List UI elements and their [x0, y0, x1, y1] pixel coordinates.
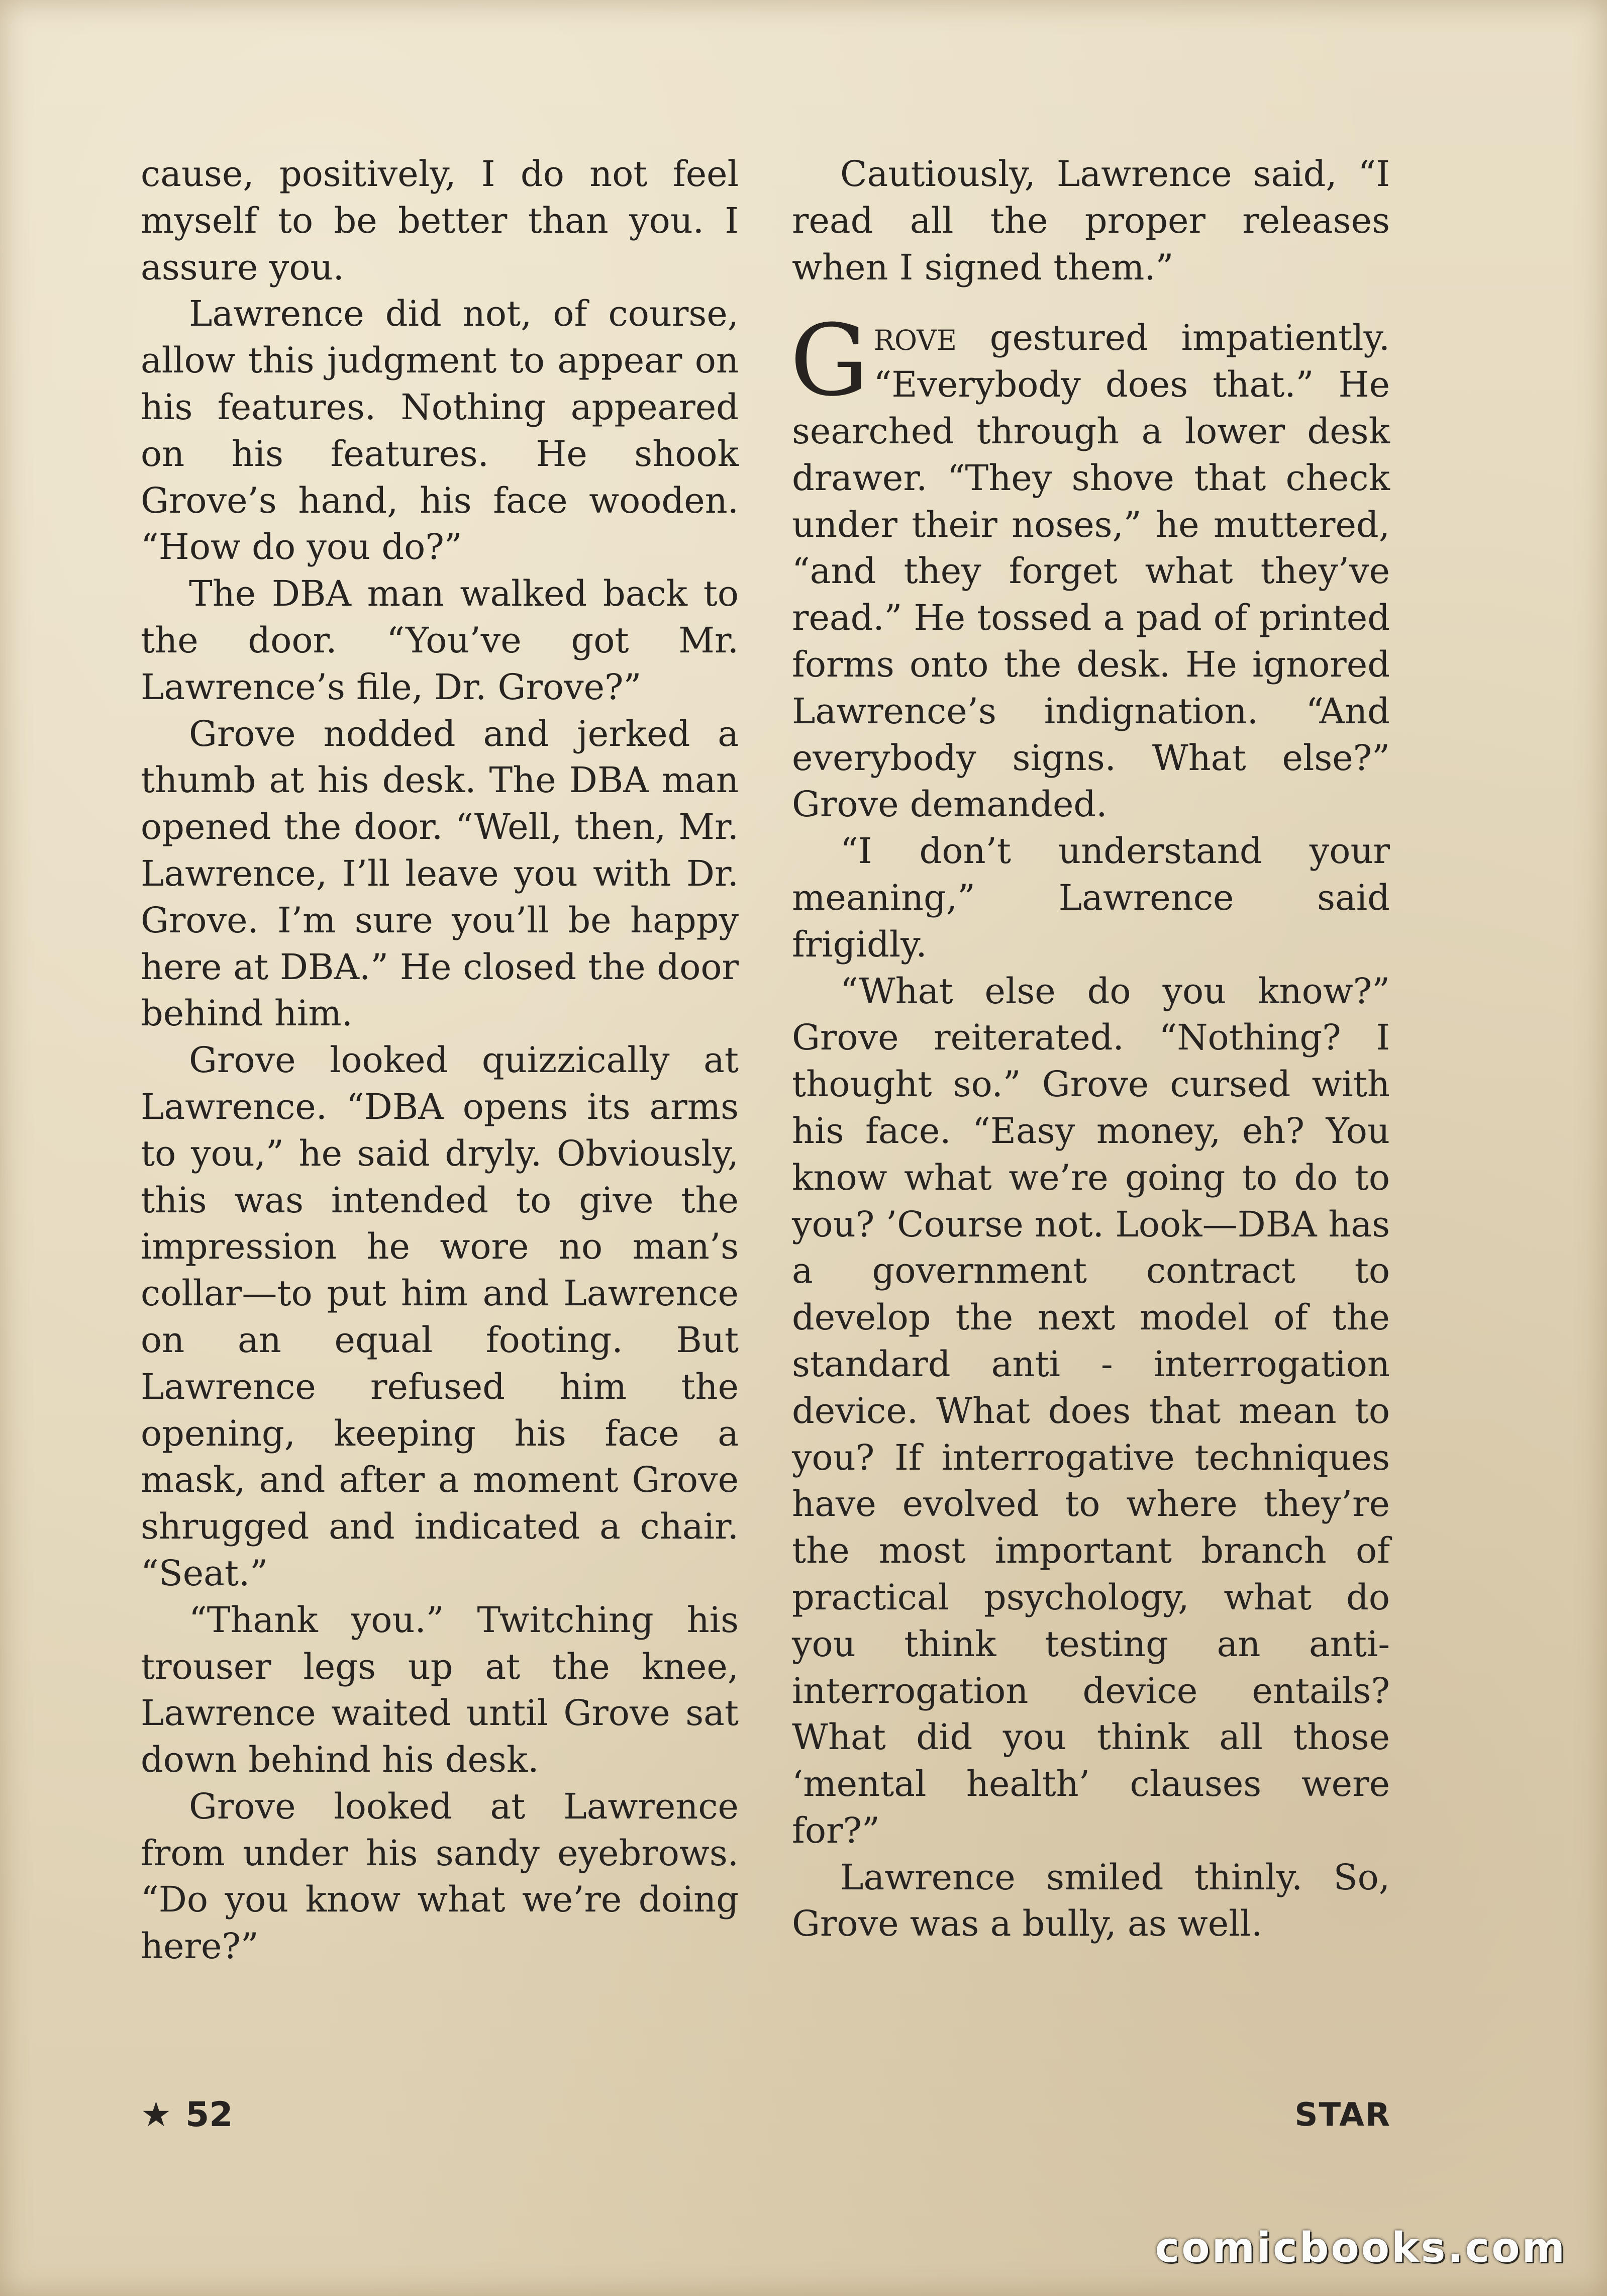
paragraph-continued: cause, positively, I do not feel myself to be better than you. I assure you.	[141, 153, 739, 288]
page-number-footer	[141, 2095, 233, 2135]
paragraph: “I don’t understand your meaning,” Lawrence said frigidly.	[792, 830, 1390, 965]
page-number: 52	[185, 2095, 233, 2135]
paragraph: Lawrence smiled thinly. So, Grove was a bully, as well.	[792, 1856, 1390, 1945]
left-text-column	[141, 151, 739, 1970]
paragraph: Grove nodded and jerked a thumb at his desk. The DBA man opened the door. “Well, then, Mr. Lawrence, I’ll leave you with Dr. Grove. I’m sure you’ll be happy here at DBA.” He closed the door behind him.	[141, 713, 739, 1034]
drop-cap-letter: G	[790, 304, 869, 419]
paragraph: Grove looked at Lawrence from under his sandy eyebrows. “Do you know what we’re doing here?”	[141, 1785, 739, 1967]
magazine-name-footer: STAR	[1294, 2096, 1391, 2134]
paragraph: “What else do you know?” Grove reiterated. “Nothing? I thought so.” Grove cursed with his face. “Easy money, eh? You know what we’re going to do to you? ’Course not. Look—DBA has a government contract to develop the next model of the standard anti - interrogation device. What does that mean to you? If interrogative techniques have evolved to where they’re the most important branch of practical psychology, what do you think testing an anti-interrogation device entails? What did you think all those ‘mental health’ clauses were for?”	[792, 970, 1390, 1851]
paragraph: “Thank you.” Twitching his trouser legs up at the knee, Lawrence waited until Grove sat down behind his desk.	[141, 1599, 739, 1781]
right-text-column	[792, 151, 1390, 1947]
drop-cap-paragraph	[790, 304, 1390, 828]
paragraph: The DBA man walked back to the door. “You’ve got Mr. Lawrence’s file, Dr. Grove?”	[141, 573, 739, 708]
star-icon: ★	[141, 2095, 171, 2135]
drop-cap-paragraph-text: gestured impatiently. “Everybody does that.” He searched through a lower desk drawer. “They shove that check under their noses,” he muttered, “and they forget what they’ve read.” He tossed a pad of printed forms onto the desk. He ignored Lawrence’s indignation. “And everybody signs. What else?” Grove demanded.	[792, 317, 1390, 825]
site-watermark: comicbooks.com	[1155, 2224, 1567, 2272]
paragraph: Grove looked quizzically at Lawrence. “DBA opens its arms to you,” he said dryly. Obviously, this was intended to give the impression he wore no man’s collar—to put him and Lawrence on an equal footing. But Lawrence refused him the opening, keeping his face a mask, and after a moment Grove shrugged and indicated a chair. “Seat.”	[141, 1039, 739, 1594]
paragraph: Lawrence did not, of course, allow this judgment to appear on his features. Nothing appeared on his features. He shook Grove’s hand, his face wooden. “How do you do?”	[141, 293, 739, 568]
paragraph: Cautiously, Lawrence said, “I read all the proper releases when I signed them.”	[792, 153, 1390, 288]
drop-cap-caps: rove	[873, 314, 957, 360]
